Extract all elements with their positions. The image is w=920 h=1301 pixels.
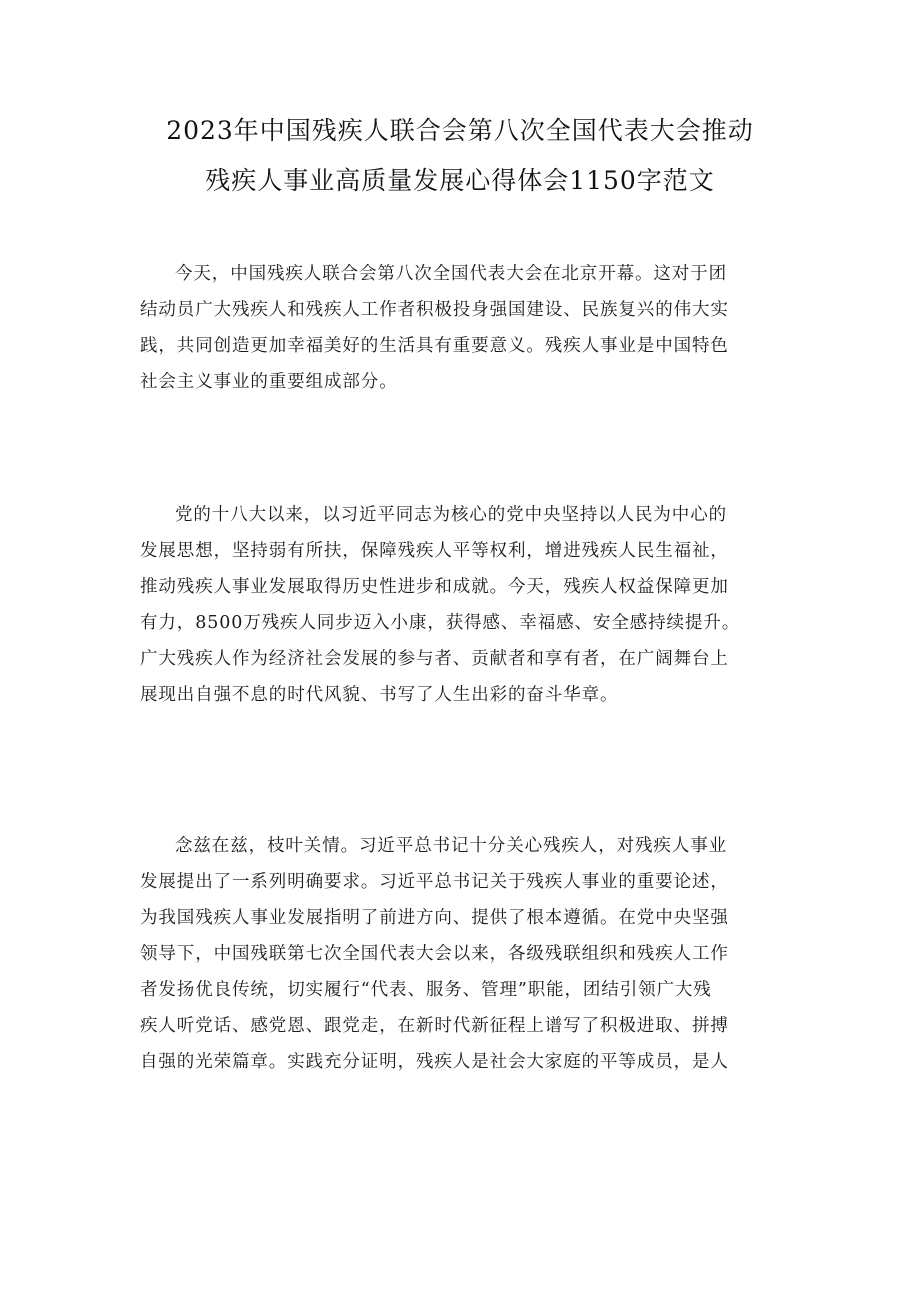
paragraph-line: 疾人听党话、感党恩、跟党走，在新时代新征程上谱写了积极进取、拼搏 [140, 1016, 729, 1036]
paragraph-line: 党的十八大以来，以习近平同志为核心的党中央坚持以人民为中心的 [175, 505, 727, 525]
paragraph-line: 领导下，中国残联第七次全国代表大会以来，各级残联组织和残疾人工作 [140, 944, 729, 964]
paragraph-line: 结动员广大残疾人和残疾人工作者积极投身强国建设、民族复兴的伟大实 [140, 300, 729, 320]
paragraph-3 [140, 828, 790, 1080]
paragraph-line: 推动残疾人事业发展取得历史性进步和成就。今天，残疾人权益保障更加 [140, 577, 729, 597]
paragraph-line: 展现出自强不息的时代风貌、书写了人生出彩的奋斗华章。 [140, 685, 619, 705]
paragraph-line: 者发扬优良传统，切实履行“代表、服务、管理”职能，团结引领广大残 [140, 980, 712, 1000]
paragraph-line: 今天，中国残疾人联合会第八次全国代表大会在北京开幕。这对于团 [175, 264, 727, 284]
document-title-line-2: 残疾人事业高质量发展心得体会1150字范文 [205, 166, 715, 195]
paragraph-2 [140, 497, 790, 713]
paragraph-line: 发展思想，坚持弱有所扶，保障残疾人平等权利，增进残疾人民生福祉， [140, 541, 729, 561]
paragraph-line: 念兹在兹，枝叶关情。习近平总书记十分关心残疾人，对残疾人事业 [175, 836, 727, 856]
paragraph-line: 践，共同创造更加幸福美好的生活具有重要意义。残疾人事业是中国特色 [140, 336, 729, 356]
paragraph-line: 有力，8500万残疾人同步迈入小康，获得感、幸福感、安全感持续提升。 [140, 613, 741, 633]
paragraph-line: 广大残疾人作为经济社会发展的参与者、贡献者和享有者，在广阔舞台上 [140, 649, 729, 669]
paragraph-line: 发展提出了一系列明确要求。习近平总书记关于残疾人事业的重要论述， [140, 872, 729, 892]
paragraph-1 [140, 256, 790, 400]
paragraph-line: 自强的光荣篇章。实践充分证明，残疾人是社会大家庭的平等成员，是人 [140, 1052, 729, 1072]
paragraph-line: 社会主义事业的重要组成部分。 [140, 372, 398, 392]
paragraph-line: 为我国残疾人事业发展指明了前进方向、提供了根本遵循。在党中央坚强 [140, 908, 729, 928]
document-title-line-1: 2023年中国残疾人联合会第八次全国代表大会推动 [166, 116, 754, 145]
